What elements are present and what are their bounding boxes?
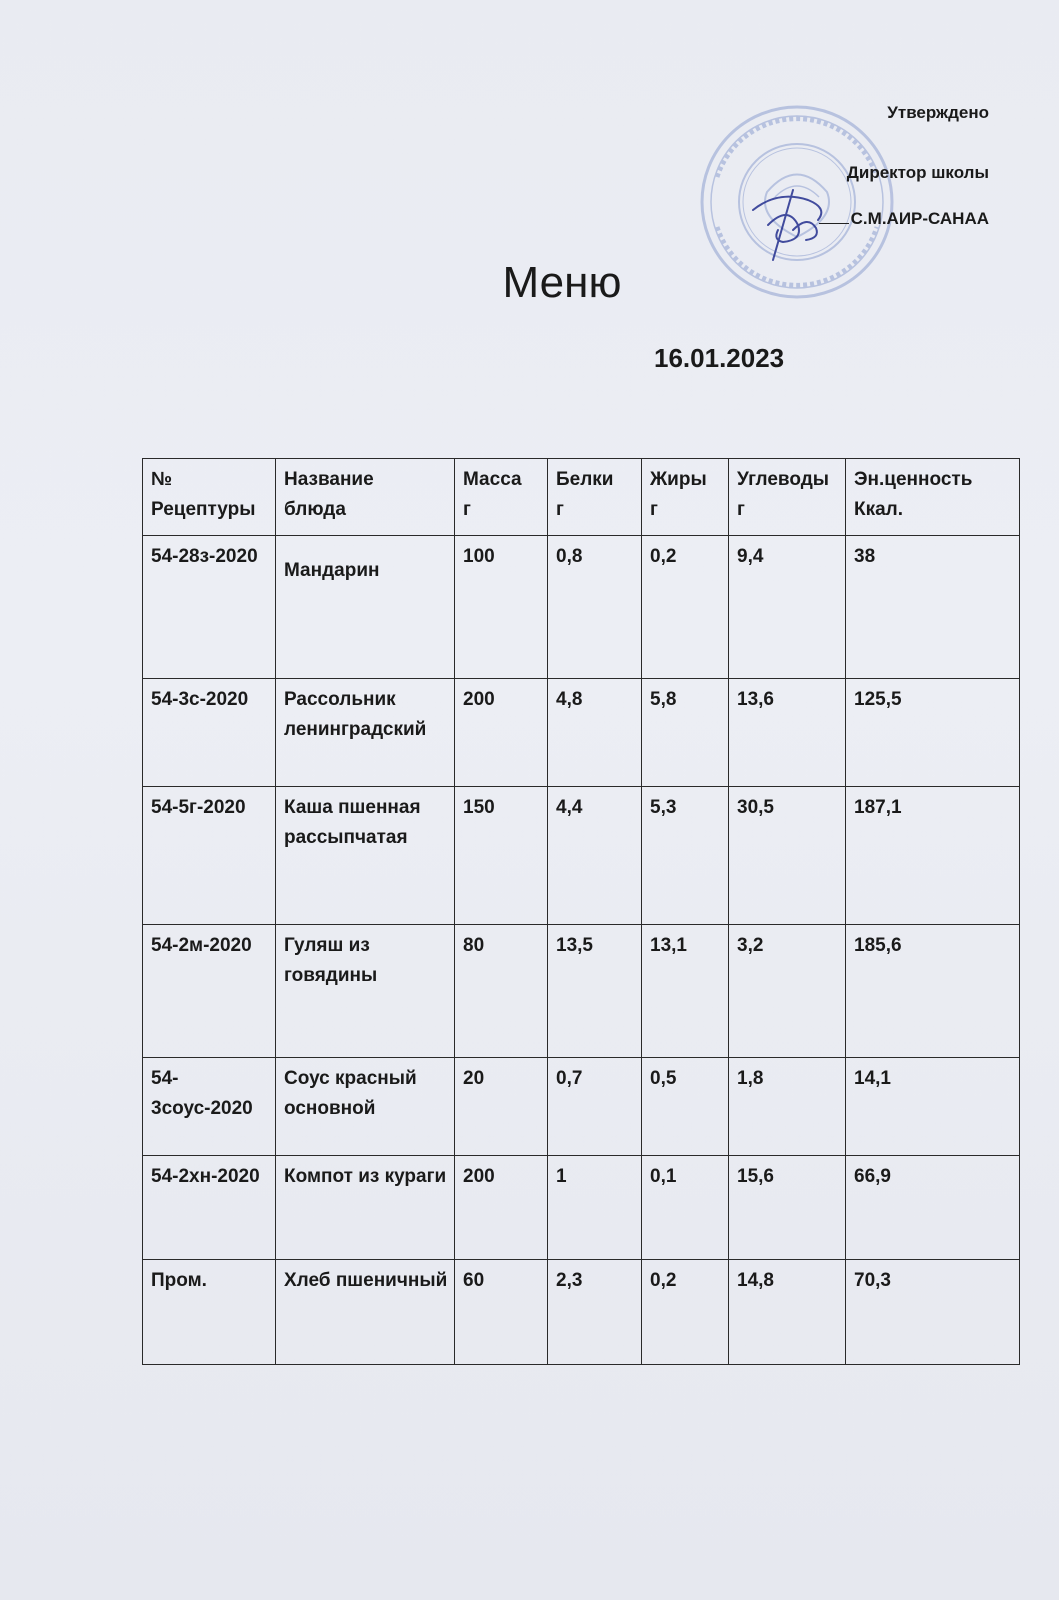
fat-cell: 0,1 bbox=[642, 1156, 729, 1260]
header-mass: Масса г bbox=[455, 459, 548, 536]
director-name: С.М.АИР-САНАА bbox=[850, 209, 989, 228]
recipe-cell: 54-2м-2020 bbox=[143, 925, 276, 1058]
signature-blank bbox=[819, 223, 849, 224]
table-row bbox=[143, 1260, 1020, 1365]
header-energy: Эн.ценность Ккал. bbox=[846, 459, 1020, 536]
dish-name-cell: Гуляш из говядины bbox=[276, 925, 455, 1058]
protein-cell: 13,5 bbox=[548, 925, 642, 1058]
recipe-cell: 54-3с-2020 bbox=[143, 679, 276, 787]
table-row bbox=[143, 536, 1020, 679]
fat-cell: 0,5 bbox=[642, 1058, 729, 1156]
menu-date: 16.01.2023 bbox=[654, 343, 785, 373]
fat-cell: 0,2 bbox=[642, 1260, 729, 1365]
protein-cell: 1 bbox=[548, 1156, 642, 1260]
dish-name-cell: Компот из кураги bbox=[276, 1156, 455, 1260]
energy-cell: 38 bbox=[846, 536, 1020, 679]
mass-cell: 100 bbox=[455, 536, 548, 679]
carbs-cell: 9,4 bbox=[729, 536, 846, 679]
table-row bbox=[143, 1058, 1020, 1156]
dish-name-cell: Рассольник ленинградский bbox=[276, 679, 455, 787]
protein-cell: 4,4 bbox=[548, 787, 642, 925]
energy-cell: 14,1 bbox=[846, 1058, 1020, 1156]
recipe-cell: 54-3соус-2020 bbox=[143, 1058, 276, 1156]
carbs-cell: 30,5 bbox=[729, 787, 846, 925]
dish-name-cell: Каша пшенная рассыпчатая bbox=[276, 787, 455, 925]
protein-cell: 4,8 bbox=[548, 679, 642, 787]
header-name: Название блюда bbox=[276, 459, 455, 536]
energy-cell: 187,1 bbox=[846, 787, 1020, 925]
recipe-cell: 54-2хн-2020 bbox=[143, 1156, 276, 1260]
energy-cell: 185,6 bbox=[846, 925, 1020, 1058]
mass-cell: 200 bbox=[455, 679, 548, 787]
fat-cell: 0,2 bbox=[642, 536, 729, 679]
energy-cell: 66,9 bbox=[846, 1156, 1020, 1260]
header-recipe: № Рецептуры bbox=[143, 459, 276, 536]
header-carbs: Углеводы г bbox=[729, 459, 846, 536]
energy-cell: 70,3 bbox=[846, 1260, 1020, 1365]
mass-cell: 200 bbox=[455, 1156, 548, 1260]
carbs-cell: 3,2 bbox=[729, 925, 846, 1058]
recipe-cell: 54-28з-2020 bbox=[143, 536, 276, 679]
fat-cell: 5,3 bbox=[642, 787, 729, 925]
dish-name-cell: Соус красный основной bbox=[276, 1058, 455, 1156]
header-row bbox=[143, 459, 1020, 536]
protein-cell: 0,7 bbox=[548, 1058, 642, 1156]
dish-name-cell: Хлеб пшеничный bbox=[276, 1260, 455, 1365]
protein-cell: 0,8 bbox=[548, 536, 642, 679]
signature-line bbox=[819, 209, 989, 229]
mass-cell: 60 bbox=[455, 1260, 548, 1365]
menu-table bbox=[142, 458, 1020, 1365]
header-fat: Жиры г bbox=[642, 459, 729, 536]
mass-cell: 80 bbox=[455, 925, 548, 1058]
header-protein: Белки г bbox=[548, 459, 642, 536]
table-row bbox=[143, 925, 1020, 1058]
table-row bbox=[143, 1156, 1020, 1260]
dish-name-cell: Мандарин bbox=[276, 536, 455, 679]
fat-cell: 13,1 bbox=[642, 925, 729, 1058]
protein-cell: 2,3 bbox=[548, 1260, 642, 1365]
recipe-cell: Пром. bbox=[143, 1260, 276, 1365]
recipe-cell: 54-5г-2020 bbox=[143, 787, 276, 925]
energy-cell: 125,5 bbox=[846, 679, 1020, 787]
carbs-cell: 14,8 bbox=[729, 1260, 846, 1365]
fat-cell: 5,8 bbox=[642, 679, 729, 787]
carbs-cell: 13,6 bbox=[729, 679, 846, 787]
director-label: Директор школы bbox=[846, 163, 989, 182]
approved-label: Утверждено bbox=[887, 103, 989, 122]
mass-cell: 20 bbox=[455, 1058, 548, 1156]
page-title: Меню bbox=[502, 258, 622, 307]
carbs-cell: 1,8 bbox=[729, 1058, 846, 1156]
table-row bbox=[143, 679, 1020, 787]
mass-cell: 150 bbox=[455, 787, 548, 925]
carbs-cell: 15,6 bbox=[729, 1156, 846, 1260]
table-row bbox=[143, 787, 1020, 925]
